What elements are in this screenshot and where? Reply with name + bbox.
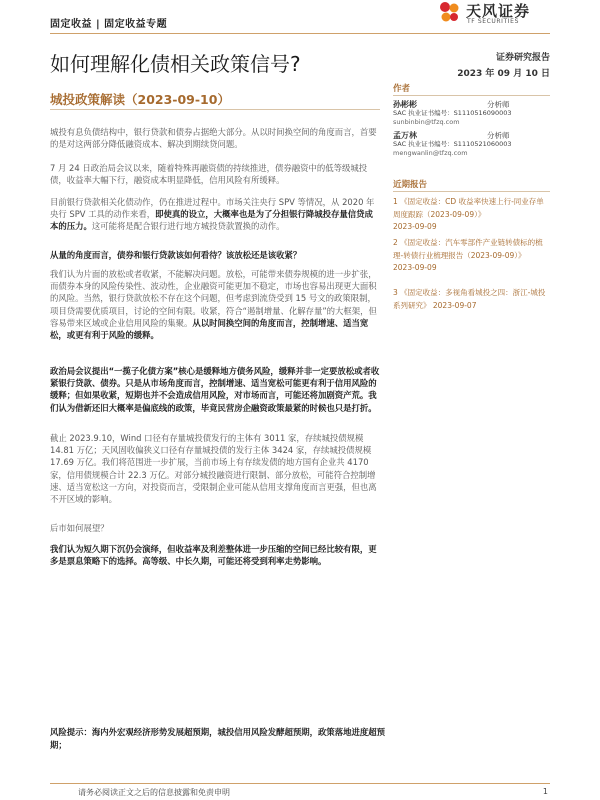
paragraph-emphasis: 从以时间换空间的角度而言，控制增速、适当宽松，或更有利于风险的缓释。	[50, 317, 369, 341]
authors-divider	[393, 95, 550, 96]
body-paragraph	[50, 268, 380, 341]
page-number: 1	[542, 787, 548, 796]
related-report-date: 2023-09-07	[432, 300, 477, 310]
subtitle-divider	[50, 109, 380, 110]
related-report-title[interactable]: 《固定收益：汽车零部件产业链转债标的梳理-转债行业梳理报告（2023-09-09）》	[393, 238, 543, 260]
paragraph-emphasis: 即使真的设立，大概率也是为了分担银行降城投存量信贷成本的压力。	[50, 209, 373, 232]
related-report-item[interactable]	[393, 196, 550, 234]
author-name: 孟万林	[393, 131, 417, 140]
report-type: 证券研究报告	[495, 53, 550, 63]
footer-divider	[50, 783, 550, 784]
paragraph-text: 城投有息负债结构中，银行贷款和债券占据绝大部分。从以时间换空间的角度而言，首要的是对这两部分降低融资成本、解决到期续贷问题。	[50, 127, 377, 150]
related-report-item[interactable]	[393, 237, 550, 275]
risk-warning: 风险提示：海内外宏观经济形势发展超预期，城投信用风险发酵超预期，政策落地进度超预期；	[50, 727, 385, 750]
body-paragraph	[50, 432, 380, 505]
logo-subtext: TF SECURITIES	[467, 18, 519, 25]
paragraph-text: 截止 2023.9.10，Wind 口径有存量城投债发行的主体有 3011 家，存续城投债规模 14.81 万亿；天风固收偏狭义口径有存量城投债的发行主体 3424 家，存续城投债规模 17.69 万亿。我们将范围进一步扩展，当前市场上有存续发债的地方国有企业共 4170 家，信用债规模合计 22.3 万亿。对部分城投融资进行限制、部分放松，可能符合控制增速、适当宽松这一方向，对投资而言，受限制企业可能从信用支撑角度而言更强，但也离不开区域的影响。	[50, 433, 377, 505]
body-paragraph	[50, 365, 380, 414]
page-subtitle: 城投政策解读（2023-09-10）	[50, 92, 230, 107]
related-report-title[interactable]: 《固定收益：多视角看城投之四：浙江-城投系列研究》	[393, 288, 546, 310]
author-email[interactable]: mengwanlin@tfzq.com	[393, 149, 468, 157]
body-paragraph	[50, 543, 380, 567]
author-email[interactable]: sunbinbin@tfzq.com	[393, 118, 460, 126]
related-report-date: 2023-09-09	[393, 222, 437, 231]
paragraph-text: 这可能将是配合银行进行地方城投贷款置换的动作。	[91, 221, 285, 232]
question-heading: 从量的角度而言，债券和银行贷款该如何看待？该放松还是该收紧？	[50, 250, 302, 260]
related-report-number: 2	[393, 238, 398, 247]
author-role: 分析师	[487, 100, 510, 109]
related-report-item[interactable]	[393, 287, 550, 312]
related-report-number: 3	[393, 288, 398, 297]
header-divider	[50, 33, 550, 34]
related-label: 近期报告	[393, 180, 428, 190]
question-heading: 后市如何展望？	[50, 523, 109, 533]
paragraph-text: 我们认为片面的放松或者收紧，不能解决问题。放松，可能带来债券规模的进一步扩张，而债券本身的风险传染性、波动性，企业融资可能更加不稳定，市场也容易出现更大面积的风险。当然，银行贷款放松不存在这个问题，但考虑到流贷受到 15 号文的政策限制，项目贷需要优质项目，讨论的空间有限。收紧，符合“遏制增量、化解存量”的大框架，但容易带来区域或企业信用风险的集聚。	[50, 269, 377, 328]
author-cert: SAC 执业证书编号：S1110521060003	[393, 140, 512, 148]
author-name: 孙彬彬	[393, 100, 417, 109]
footer-disclaimer[interactable]: 请务必阅读正文之后的信息披露和免责申明	[78, 788, 230, 797]
authors-label: 作者	[393, 84, 411, 94]
section-question	[50, 522, 380, 534]
related-report-number: 1	[393, 197, 398, 206]
report-date: 2023 年 09 月 10 日	[457, 69, 550, 79]
paragraph-text: 目前银行贷款相关化债动作，仍在推进过程中。市场关注央行 SPV 等情况，从 2020 年央行 SPV 工具的动作来看，	[50, 197, 375, 220]
logo-mark-icon	[438, 1, 460, 23]
author-role: 分析师	[487, 131, 510, 140]
report-category: 固定收益 | 固定收益专题	[50, 19, 168, 30]
author-cert: SAC 执业证书编号：S1110516090003	[393, 109, 512, 117]
paragraph-emphasis: 我们认为短久期下沉仍会演绎，但收益率及利差整体进一步压缩的空间已经比较有限，更多是票息策略下的选择。高等级、中长久期，可能还将受到利率走势影响。	[50, 544, 377, 567]
section-question	[50, 249, 380, 261]
logo-text: 天风证券	[466, 2, 531, 20]
related-divider	[393, 191, 550, 192]
related-report-date: 2023-09-09	[393, 263, 437, 272]
company-logo	[438, 0, 558, 26]
body-paragraph	[50, 162, 380, 186]
related-report-title[interactable]: 《固定收益：CD 收益率快速上行-同业存单周度跟踪（2023-09-09）》	[393, 197, 544, 219]
paragraph-text: 7 月 24 日政治局会议以来，随着特殊再融资债的持续推进，债券融资中的低等级城投债，收益率大幅下行，融资成本明显降低，信用风险有所缓释。	[50, 163, 368, 186]
body-paragraph	[50, 196, 380, 233]
paragraph-emphasis: 政治局会议提出“一揽子化债方案”核心是缓释地方债务风险，缓释并非一定要放松或者收紧银行贷款、债券。只是从市场角度而言，控制增速、适当宽松可能更有利于信用风险的缓释；但如果收紧，短期也并不会造成信用风险，对市场而言，可能还将加剧资产荒。我们认为借新还旧大概率是偏底线的政策，毕竟民营房企融资政策最紧的时候也只是打折。	[50, 366, 380, 413]
body-paragraph	[50, 126, 380, 150]
author-block	[393, 100, 550, 127]
author-block	[393, 131, 550, 158]
page-title: 如何理解化债相关政策信号?	[50, 52, 301, 76]
